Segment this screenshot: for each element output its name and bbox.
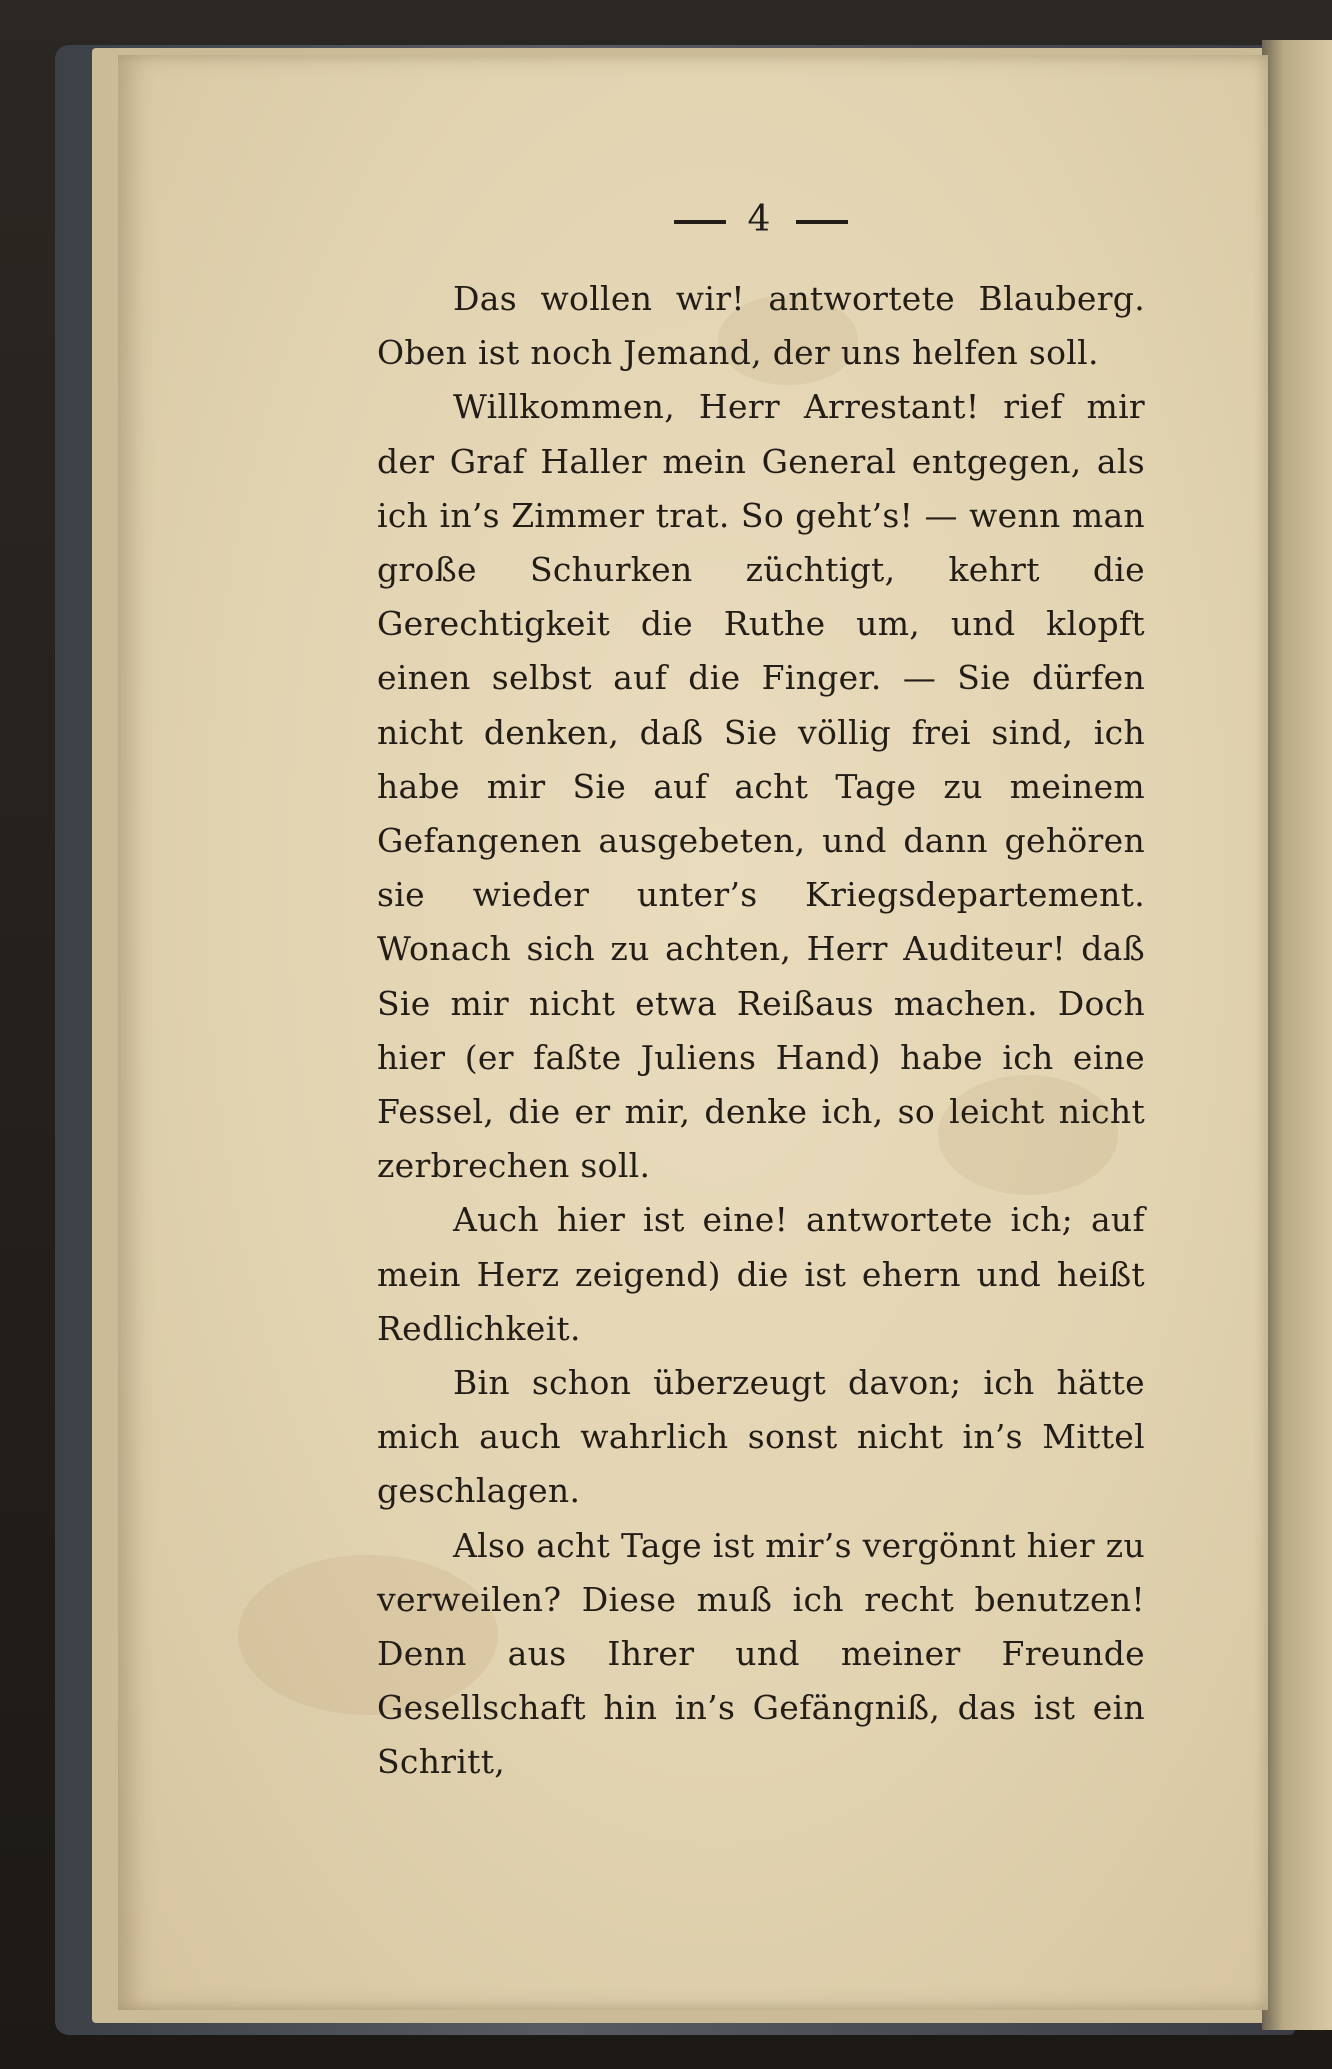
page-text <box>377 190 1145 1782</box>
dash-left <box>674 220 726 224</box>
book-gutter <box>1262 40 1332 2030</box>
paragraph-1: Das wollen wir! antwortete Blauberg. Oben ist noch Jemand, der uns helfen soll. <box>377 279 1145 373</box>
dash-right <box>796 220 848 224</box>
paragraph-2: Willkommen, Herr Arrestant! rief mir der Graf Haller mein General entgegen, als ich in’s Zimmer trat. So geht’s! — wenn man große Schurken züchtigt, kehrt die Gerechtigkeit die Ruthe um, und klopft einen selbst auf die Finger. — Sie dürfen nicht denken, daß Sie völlig frei sind, ich habe mir Sie auf acht Tage zu meinem Gefangenen ausgebeten, und dann gehören sie wieder unter’s Kriegsdepartement. Wonach sich zu achten, Herr Auditeur! daß Sie mir nicht etwa Reißaus machen. Doch hier (er faßte Juliens Hand) habe ich eine Fessel, die er mir, denke ich, so leicht nicht zerbrechen soll. <box>377 387 1145 1186</box>
page-number: 4 <box>747 199 775 240</box>
paragraph-3: Auch hier ist eine! antwortete ich; auf mein Herz zeigend) die ist ehern und heißt Redlichkeit. <box>377 1200 1145 1348</box>
paragraph-4: Bin schon überzeugt davon; ich hätte mich auch wahrlich sonst nicht in’s Mittel geschlagen. <box>377 1363 1145 1511</box>
paragraph-5: Also acht Tage ist mir’s vergönnt hier zu verweilen? Diese muß ich recht benutzen! Denn aus Ihrer und meiner Freunde Gesellschaft hin in’s Gefängniß, das ist ein Schritt, <box>377 1525 1145 1782</box>
page-number-header <box>377 190 1145 258</box>
